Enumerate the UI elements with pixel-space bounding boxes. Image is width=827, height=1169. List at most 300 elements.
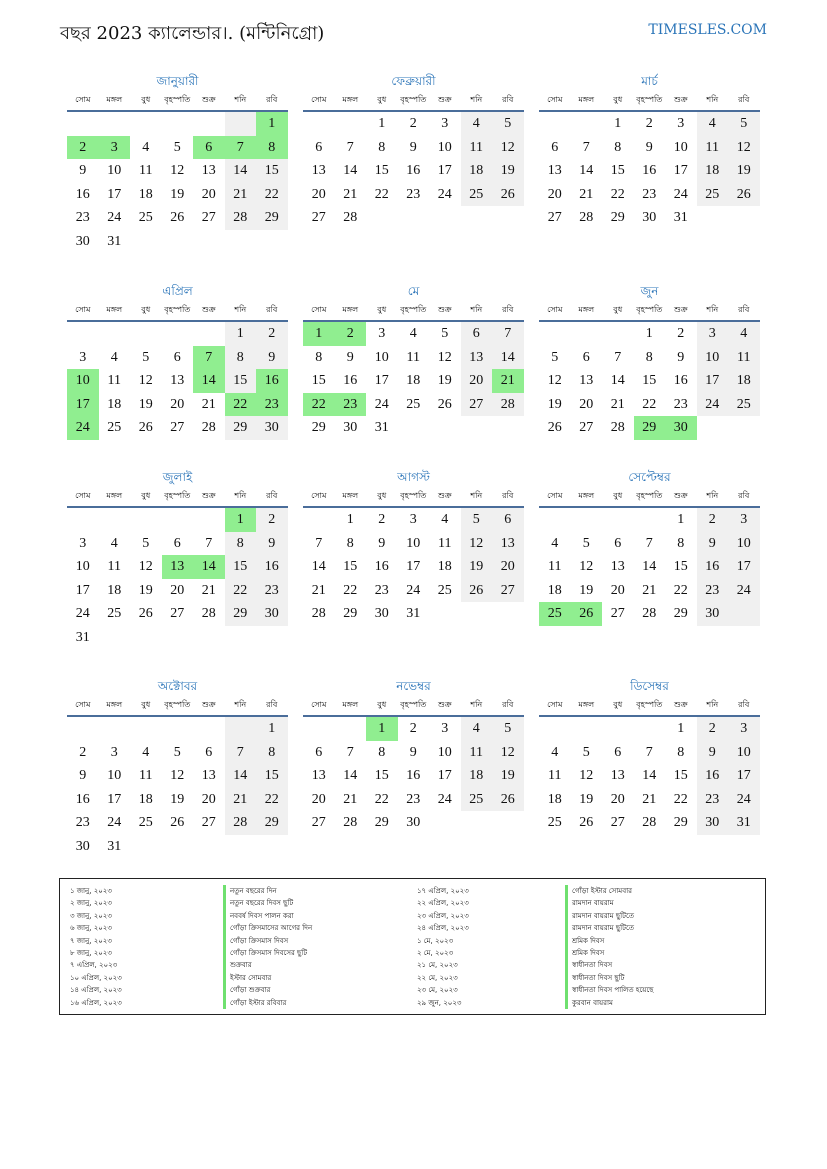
day-cell[interactable]: 4	[142, 744, 150, 760]
day-cell[interactable]: 8	[677, 535, 685, 551]
day-cell[interactable]: 28	[343, 815, 358, 830]
day-cell[interactable]: 6	[193, 136, 225, 160]
day-cell[interactable]: 14	[642, 768, 657, 783]
day-cell[interactable]: 2	[697, 508, 729, 532]
day-cell[interactable]: 29	[256, 811, 288, 835]
day-cell[interactable]: 3	[409, 512, 417, 527]
day-cell[interactable]: 3	[677, 116, 685, 131]
day-cell[interactable]: 9	[697, 741, 729, 765]
day-cell[interactable]: 29	[225, 602, 257, 626]
day-cell[interactable]: 1	[256, 112, 288, 136]
day-cell[interactable]: 17	[75, 582, 90, 598]
day-cell[interactable]: 12	[728, 136, 760, 160]
day-cell[interactable]: 20	[492, 555, 524, 579]
day-cell[interactable]: 12	[579, 559, 594, 574]
day-cell[interactable]: 18	[547, 582, 562, 598]
day-cell[interactable]: 25	[547, 815, 562, 830]
day-cell[interactable]: 18	[437, 559, 452, 574]
day-cell[interactable]: 22	[256, 788, 288, 812]
day-cell[interactable]: 21	[642, 582, 657, 598]
day-cell[interactable]: 13	[170, 373, 185, 388]
day-cell[interactable]: 24	[374, 396, 389, 412]
day-cell[interactable]: 22	[303, 393, 335, 417]
day-cell[interactable]: 30	[343, 420, 358, 435]
day-cell[interactable]: 8	[346, 535, 354, 551]
day-cell[interactable]: 7	[225, 136, 257, 160]
day-cell[interactable]: 29	[374, 815, 389, 830]
day-cell[interactable]: 25	[728, 393, 760, 417]
day-cell[interactable]: 25	[539, 602, 571, 626]
day-cell[interactable]: 23	[75, 815, 90, 830]
day-cell[interactable]: 28	[642, 606, 657, 621]
day-cell[interactable]: 17	[728, 764, 760, 788]
day-cell[interactable]: 16	[406, 768, 421, 783]
day-cell[interactable]: 18	[138, 791, 153, 807]
day-cell[interactable]: 24	[107, 815, 122, 830]
day-cell[interactable]: 14	[343, 163, 358, 178]
day-cell[interactable]: 7	[582, 139, 590, 155]
day-cell[interactable]: 4	[461, 717, 493, 741]
day-cell[interactable]: 30	[642, 210, 657, 225]
day-cell[interactable]: 14	[642, 559, 657, 574]
day-cell[interactable]: 18	[138, 186, 153, 202]
day-cell[interactable]: 21	[201, 396, 216, 412]
day-cell[interactable]: 31	[374, 420, 389, 435]
day-cell[interactable]: 14	[610, 373, 625, 388]
day-cell[interactable]: 13	[610, 768, 625, 783]
day-cell[interactable]: 15	[673, 768, 688, 783]
day-cell[interactable]: 22	[673, 582, 688, 598]
day-cell[interactable]: 20	[579, 396, 594, 412]
day-cell[interactable]: 17	[406, 559, 421, 574]
day-cell[interactable]: 2	[67, 136, 99, 160]
day-cell[interactable]: 4	[110, 349, 118, 365]
day-cell[interactable]: 15	[374, 163, 389, 178]
day-cell[interactable]: 19	[547, 396, 562, 412]
day-cell[interactable]: 4	[110, 535, 118, 551]
day-cell[interactable]: 5	[173, 744, 181, 760]
day-cell[interactable]: 24	[728, 788, 760, 812]
day-cell[interactable]: 29	[634, 416, 666, 440]
day-cell[interactable]: 6	[315, 744, 323, 760]
day-cell[interactable]: 15	[673, 559, 688, 574]
day-cell[interactable]: 31	[728, 811, 760, 835]
day-cell[interactable]: 16	[256, 555, 288, 579]
day-cell[interactable]: 16	[406, 163, 421, 178]
day-cell[interactable]: 16	[374, 559, 389, 574]
day-cell[interactable]: 23	[406, 186, 421, 202]
day-cell[interactable]: 12	[170, 768, 185, 783]
day-cell[interactable]: 9	[677, 349, 685, 365]
day-cell[interactable]: 21	[225, 788, 257, 812]
day-cell[interactable]: 7	[205, 535, 213, 551]
day-cell[interactable]: 18	[461, 159, 493, 183]
day-cell[interactable]: 9	[256, 346, 288, 370]
day-cell[interactable]: 25	[461, 788, 493, 812]
day-cell[interactable]: 10	[107, 163, 122, 178]
day-cell[interactable]: 9	[79, 163, 87, 178]
day-cell[interactable]: 22	[374, 186, 389, 202]
day-cell[interactable]: 27	[201, 815, 216, 830]
day-cell[interactable]: 23	[697, 579, 729, 603]
day-cell[interactable]: 17	[728, 555, 760, 579]
day-cell[interactable]: 21	[311, 582, 326, 598]
day-cell[interactable]: 25	[697, 183, 729, 207]
day-cell[interactable]: 6	[173, 349, 181, 365]
day-cell[interactable]: 5	[492, 112, 524, 136]
day-cell[interactable]: 26	[728, 183, 760, 207]
day-cell[interactable]: 12	[492, 136, 524, 160]
day-cell[interactable]: 22	[225, 579, 257, 603]
day-cell[interactable]: 25	[107, 420, 122, 435]
day-cell[interactable]: 9	[346, 349, 354, 365]
day-cell[interactable]: 11	[548, 768, 562, 783]
day-cell[interactable]: 24	[437, 186, 452, 202]
day-cell[interactable]: 28	[642, 815, 657, 830]
day-cell[interactable]: 23	[256, 393, 288, 417]
site-link[interactable]: TIMESLES.COM	[648, 22, 767, 38]
day-cell[interactable]: 10	[673, 139, 688, 155]
day-cell[interactable]: 20	[547, 186, 562, 202]
day-cell[interactable]: 17	[67, 393, 99, 417]
day-cell[interactable]: 14	[193, 555, 225, 579]
day-cell[interactable]: 31	[107, 838, 122, 854]
day-cell[interactable]: 7	[346, 744, 354, 760]
day-cell[interactable]: 27	[311, 210, 326, 225]
day-cell[interactable]: 4	[551, 535, 559, 551]
day-cell[interactable]: 11	[697, 136, 729, 160]
day-cell[interactable]: 4	[551, 744, 559, 760]
day-cell[interactable]: 22	[374, 791, 389, 807]
day-cell[interactable]: 2	[335, 322, 367, 346]
day-cell[interactable]: 25	[138, 815, 153, 830]
day-cell[interactable]: 19	[492, 764, 524, 788]
day-cell[interactable]: 7	[346, 139, 354, 155]
day-cell[interactable]: 27	[579, 420, 594, 435]
day-cell[interactable]: 23	[697, 788, 729, 812]
day-cell[interactable]: 29	[256, 206, 288, 230]
day-cell[interactable]: 10	[697, 346, 729, 370]
day-cell[interactable]: 26	[138, 606, 153, 621]
day-cell[interactable]: 8	[645, 349, 653, 365]
day-cell[interactable]: 7	[225, 741, 257, 765]
day-cell[interactable]: 1	[256, 717, 288, 741]
day-cell[interactable]: 13	[311, 163, 326, 178]
day-cell[interactable]: 13	[492, 532, 524, 556]
day-cell[interactable]: 18	[547, 791, 562, 807]
day-cell[interactable]: 25	[107, 606, 122, 621]
day-cell[interactable]: 16	[673, 373, 688, 388]
day-cell[interactable]: 10	[75, 559, 90, 574]
day-cell[interactable]: 30	[75, 233, 90, 249]
day-cell[interactable]: 31	[107, 233, 122, 249]
day-cell[interactable]: 11	[438, 535, 452, 551]
day-cell[interactable]: 6	[551, 139, 559, 155]
day-cell[interactable]: 19	[579, 582, 594, 598]
day-cell[interactable]: 5	[142, 349, 150, 365]
day-cell[interactable]: 16	[75, 186, 90, 202]
day-cell[interactable]: 12	[492, 741, 524, 765]
day-cell[interactable]: 3	[99, 136, 131, 160]
day-cell[interactable]: 24	[697, 393, 729, 417]
day-cell[interactable]: 8	[378, 744, 386, 760]
day-cell[interactable]: 29	[673, 606, 688, 621]
day-cell[interactable]: 16	[343, 373, 358, 388]
day-cell[interactable]: 10	[374, 349, 389, 365]
day-cell[interactable]: 20	[170, 582, 185, 598]
day-cell[interactable]: 13	[201, 768, 216, 783]
day-cell[interactable]: 17	[437, 163, 452, 178]
day-cell[interactable]: 21	[492, 369, 524, 393]
day-cell[interactable]: 31	[406, 606, 421, 621]
day-cell[interactable]: 24	[75, 606, 90, 621]
day-cell[interactable]: 2	[677, 326, 685, 341]
day-cell[interactable]: 20	[201, 186, 216, 202]
day-cell[interactable]: 23	[256, 579, 288, 603]
day-cell[interactable]: 14	[343, 768, 358, 783]
day-cell[interactable]: 2	[79, 744, 87, 760]
day-cell[interactable]: 6	[315, 139, 323, 155]
day-cell[interactable]: 17	[673, 163, 688, 178]
day-cell[interactable]: 26	[571, 602, 603, 626]
day-cell[interactable]: 8	[315, 349, 323, 365]
day-cell[interactable]: 16	[256, 369, 288, 393]
day-cell[interactable]: 19	[170, 791, 185, 807]
day-cell[interactable]: 4	[697, 112, 729, 136]
day-cell[interactable]: 8	[614, 139, 622, 155]
day-cell[interactable]: 12	[437, 349, 452, 365]
day-cell[interactable]: 9	[378, 535, 386, 551]
day-cell[interactable]: 8	[225, 532, 257, 556]
day-cell[interactable]: 1	[303, 322, 335, 346]
day-cell[interactable]: 13	[547, 163, 562, 178]
day-cell[interactable]: 11	[461, 741, 493, 765]
day-cell[interactable]: 28	[610, 420, 625, 435]
day-cell[interactable]: 22	[610, 186, 625, 202]
day-cell[interactable]: 16	[697, 555, 729, 579]
day-cell[interactable]: 17	[107, 791, 122, 807]
day-cell[interactable]: 15	[256, 159, 288, 183]
day-cell[interactable]: 23	[335, 393, 367, 417]
day-cell[interactable]: 28	[343, 210, 358, 225]
day-cell[interactable]: 14	[193, 369, 225, 393]
day-cell[interactable]: 5	[728, 112, 760, 136]
day-cell[interactable]: 9	[697, 532, 729, 556]
day-cell[interactable]: 26	[437, 396, 452, 412]
day-cell[interactable]: 29	[311, 420, 326, 435]
day-cell[interactable]: 4	[409, 326, 417, 341]
day-cell[interactable]: 23	[75, 210, 90, 225]
day-cell[interactable]: 3	[378, 326, 386, 341]
day-cell[interactable]: 30	[75, 838, 90, 854]
day-cell[interactable]: 24	[406, 582, 421, 598]
day-cell[interactable]: 18	[406, 373, 421, 388]
day-cell[interactable]: 28	[201, 606, 216, 621]
day-cell[interactable]: 19	[138, 582, 153, 598]
day-cell[interactable]: 3	[79, 349, 87, 365]
day-cell[interactable]: 1	[614, 116, 622, 131]
day-cell[interactable]: 6	[614, 535, 622, 551]
day-cell[interactable]: 30	[374, 606, 389, 621]
day-cell[interactable]: 23	[374, 582, 389, 598]
day-cell[interactable]: 6	[492, 508, 524, 532]
day-cell[interactable]: 5	[582, 535, 590, 551]
day-cell[interactable]: 24	[107, 210, 122, 225]
day-cell[interactable]: 12	[138, 373, 153, 388]
day-cell[interactable]: 30	[256, 416, 288, 440]
day-cell[interactable]: 30	[406, 815, 421, 830]
day-cell[interactable]: 5	[582, 744, 590, 760]
day-cell[interactable]: 24	[728, 579, 760, 603]
day-cell[interactable]: 23	[673, 396, 688, 412]
day-cell[interactable]: 21	[201, 582, 216, 598]
day-cell[interactable]: 20	[461, 369, 493, 393]
day-cell[interactable]: 22	[343, 582, 358, 598]
day-cell[interactable]: 2	[256, 508, 288, 532]
day-cell[interactable]: 15	[343, 559, 358, 574]
day-cell[interactable]: 24	[673, 186, 688, 202]
day-cell[interactable]: 27	[311, 815, 326, 830]
day-cell[interactable]: 16	[697, 764, 729, 788]
day-cell[interactable]: 3	[697, 322, 729, 346]
day-cell[interactable]: 24	[67, 416, 99, 440]
day-cell[interactable]: 2	[697, 717, 729, 741]
day-cell[interactable]: 19	[492, 159, 524, 183]
day-cell[interactable]: 1	[378, 116, 386, 131]
day-cell[interactable]: 13	[162, 555, 194, 579]
day-cell[interactable]: 29	[343, 606, 358, 621]
day-cell[interactable]: 16	[642, 163, 657, 178]
day-cell[interactable]: 29	[673, 815, 688, 830]
day-cell[interactable]: 5	[441, 326, 449, 341]
day-cell[interactable]: 15	[642, 373, 657, 388]
day-cell[interactable]: 10	[67, 369, 99, 393]
day-cell[interactable]: 19	[579, 791, 594, 807]
day-cell[interactable]: 14	[579, 163, 594, 178]
day-cell[interactable]: 19	[728, 159, 760, 183]
day-cell[interactable]: 5	[551, 349, 559, 365]
day-cell[interactable]: 5	[492, 717, 524, 741]
day-cell[interactable]: 3	[441, 116, 449, 131]
day-cell[interactable]: 15	[311, 373, 326, 388]
day-cell[interactable]: 9	[256, 532, 288, 556]
day-cell[interactable]: 5	[173, 139, 181, 155]
day-cell[interactable]: 29	[225, 416, 257, 440]
day-cell[interactable]: 2	[409, 721, 417, 736]
day-cell[interactable]: 20	[311, 186, 326, 202]
day-cell[interactable]: 3	[441, 721, 449, 736]
day-cell[interactable]: 14	[492, 346, 524, 370]
day-cell[interactable]: 2	[256, 322, 288, 346]
day-cell[interactable]: 20	[610, 791, 625, 807]
day-cell[interactable]: 4	[142, 139, 150, 155]
day-cell[interactable]: 11	[107, 559, 121, 574]
day-cell[interactable]: 26	[492, 183, 524, 207]
day-cell[interactable]: 14	[225, 764, 257, 788]
day-cell[interactable]: 11	[139, 768, 153, 783]
day-cell[interactable]: 20	[201, 791, 216, 807]
day-cell[interactable]: 6	[582, 349, 590, 365]
day-cell[interactable]: 26	[579, 815, 594, 830]
day-cell[interactable]: 7	[645, 535, 653, 551]
day-cell[interactable]: 16	[75, 791, 90, 807]
day-cell[interactable]: 21	[343, 186, 358, 202]
day-cell[interactable]: 30	[697, 811, 729, 835]
day-cell[interactable]: 12	[138, 559, 153, 574]
day-cell[interactable]: 28	[311, 606, 326, 621]
day-cell[interactable]: 6	[461, 322, 493, 346]
day-cell[interactable]: 6	[614, 744, 622, 760]
day-cell[interactable]: 7	[645, 744, 653, 760]
day-cell[interactable]: 8	[225, 346, 257, 370]
day-cell[interactable]: 10	[107, 768, 122, 783]
day-cell[interactable]: 30	[256, 602, 288, 626]
day-cell[interactable]: 1	[225, 508, 257, 532]
day-cell[interactable]: 5	[461, 508, 493, 532]
day-cell[interactable]: 10	[437, 139, 452, 155]
day-cell[interactable]: 28	[225, 811, 257, 835]
day-cell[interactable]: 26	[547, 420, 562, 435]
day-cell[interactable]: 15	[256, 764, 288, 788]
day-cell[interactable]: 10	[728, 741, 760, 765]
day-cell[interactable]: 20	[170, 396, 185, 412]
day-cell[interactable]: 18	[728, 369, 760, 393]
day-cell[interactable]: 17	[107, 186, 122, 202]
day-cell[interactable]: 1	[225, 322, 257, 346]
day-cell[interactable]: 11	[548, 559, 562, 574]
day-cell[interactable]: 27	[170, 606, 185, 621]
day-cell[interactable]: 13	[610, 559, 625, 574]
day-cell[interactable]: 13	[311, 768, 326, 783]
day-cell[interactable]: 11	[406, 349, 420, 365]
day-cell[interactable]: 27	[610, 815, 625, 830]
day-cell[interactable]: 11	[461, 136, 493, 160]
day-cell[interactable]: 29	[610, 210, 625, 225]
day-cell[interactable]: 26	[461, 579, 493, 603]
day-cell[interactable]: 9	[645, 139, 653, 155]
day-cell[interactable]: 2	[409, 116, 417, 131]
day-cell[interactable]: 24	[437, 791, 452, 807]
day-cell[interactable]: 22	[642, 396, 657, 412]
day-cell[interactable]: 17	[374, 373, 389, 388]
day-cell[interactable]: 19	[437, 373, 452, 388]
day-cell[interactable]: 20	[610, 582, 625, 598]
day-cell[interactable]: 14	[225, 159, 257, 183]
day-cell[interactable]: 27	[492, 579, 524, 603]
day-cell[interactable]: 28	[201, 420, 216, 435]
day-cell[interactable]: 28	[492, 393, 524, 417]
day-cell[interactable]: 27	[201, 210, 216, 225]
day-cell[interactable]: 23	[406, 791, 421, 807]
day-cell[interactable]: 4	[728, 322, 760, 346]
day-cell[interactable]: 1	[645, 326, 653, 341]
day-cell[interactable]: 12	[547, 373, 562, 388]
day-cell[interactable]: 1	[346, 512, 354, 527]
day-cell[interactable]: 30	[697, 602, 729, 626]
day-cell[interactable]: 7	[614, 349, 622, 365]
day-cell[interactable]: 25	[406, 396, 421, 412]
day-cell[interactable]: 18	[107, 582, 122, 598]
day-cell[interactable]: 20	[311, 791, 326, 807]
day-cell[interactable]: 6	[205, 744, 213, 760]
day-cell[interactable]: 21	[225, 183, 257, 207]
day-cell[interactable]: 12	[461, 532, 493, 556]
day-cell[interactable]: 11	[139, 163, 153, 178]
day-cell[interactable]: 14	[311, 559, 326, 574]
day-cell[interactable]: 22	[673, 791, 688, 807]
day-cell[interactable]: 8	[677, 744, 685, 760]
day-cell[interactable]: 15	[225, 369, 257, 393]
